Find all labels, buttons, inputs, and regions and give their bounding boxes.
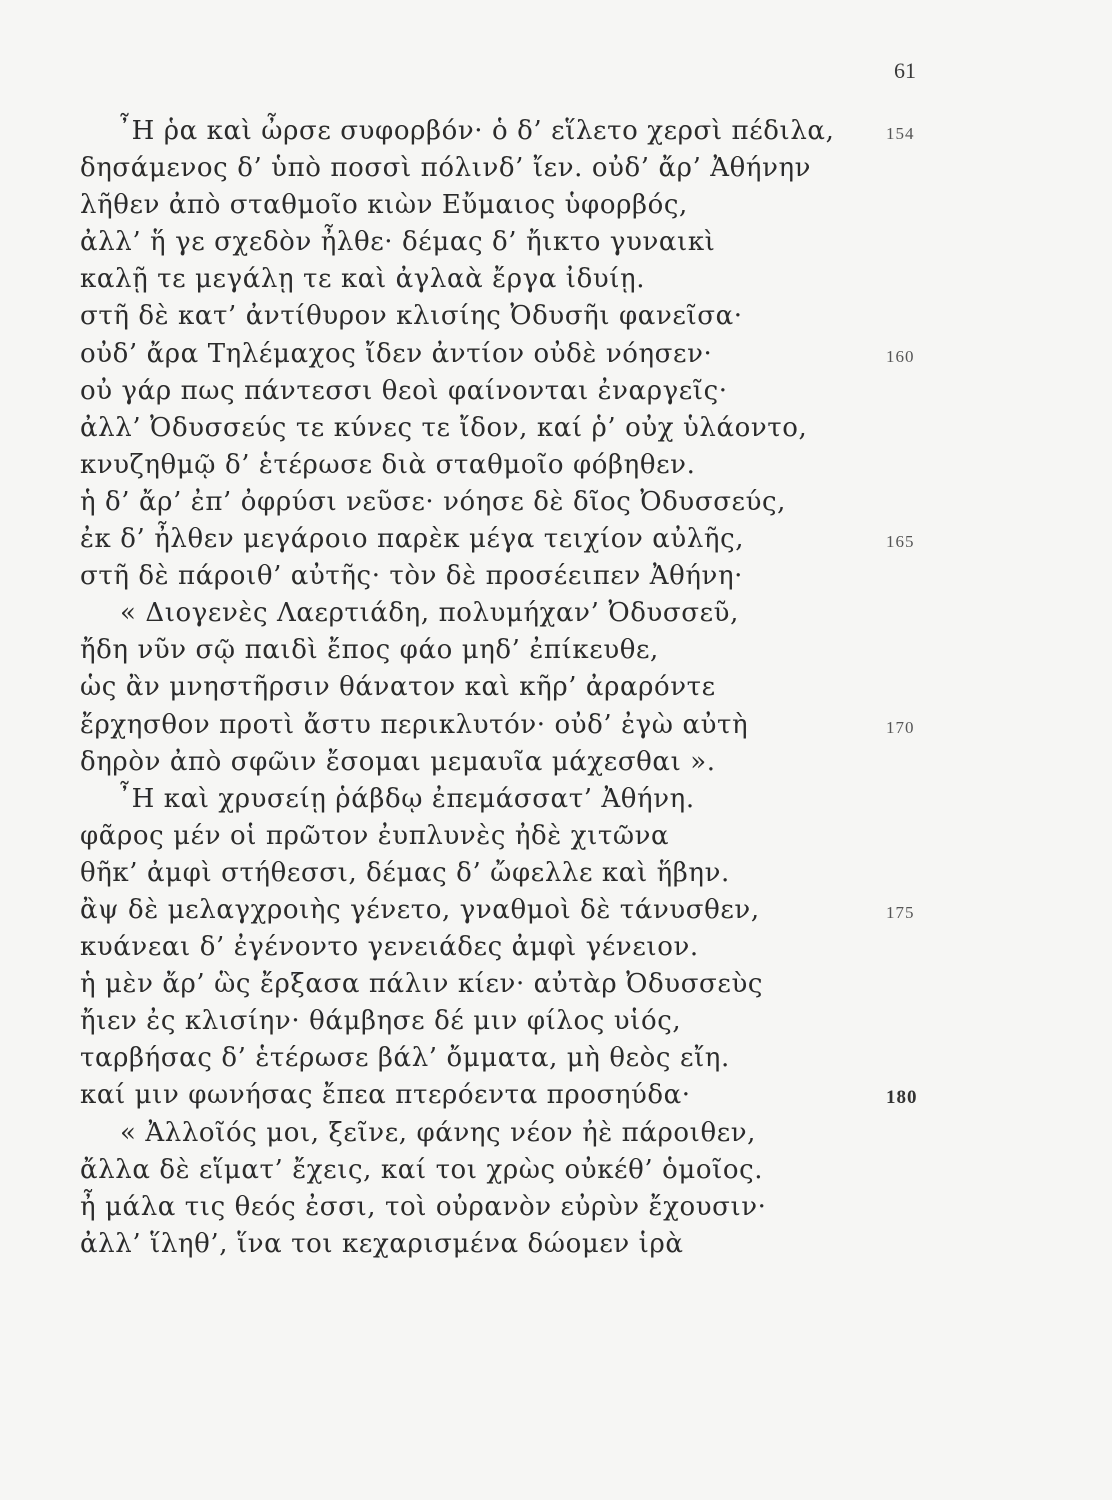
verse-text: ἐκ δ’ ἦλθεν μεγάροιο παρὲκ μέγα τειχίον αὐλῆς,: [80, 524, 745, 555]
verse-line: [80, 1077, 940, 1114]
verse-line: [80, 855, 940, 892]
verse-line: [80, 1152, 940, 1189]
verse-line: [80, 298, 940, 335]
verse-line: [80, 224, 940, 261]
verse-text: ἤιεν ἐς κλισίην· θάμβησε δέ μιν φίλος υἱός,: [80, 1006, 682, 1037]
verse-line: [80, 669, 940, 706]
verse-line: [80, 595, 940, 632]
verse-text: κυάνεαι δ’ ἐγένοντο γενειάδες ἀμφὶ γένειον.: [80, 932, 699, 963]
verse-text: ἄλλα δὲ εἵματ’ ἔχεις, καί τοι χρὼς οὐκέθ’ ὁμοῖος.: [80, 1154, 764, 1185]
line-number: 165: [886, 532, 915, 552]
verse-text: ἡ μὲν ἄρ’ ὣς ἔρξασα πάλιν κίεν· αὐτὰρ Ὀδυσσεὺς: [80, 969, 764, 1000]
verse-line: [80, 336, 940, 373]
verse-line: [80, 966, 940, 1003]
line-number: 170: [886, 717, 915, 737]
verse-text: ἀλλ’ ἵληθ’, ἵνα τοι κεχαρισμένα δώομεν ἱρὰ: [80, 1228, 684, 1259]
verse-line: [80, 818, 940, 855]
verse-line: [80, 1040, 940, 1077]
verse-text: ῏Η καὶ χρυσείῃ ῥάβδῳ ἐπεμάσσατ’ Ἀθήνη.: [118, 783, 695, 814]
verse-line: [80, 929, 940, 966]
verse-line: [80, 410, 940, 447]
verse-text: δησάμενος δ’ ὑπὸ ποσσὶ πόλινδ’ ἴεν. οὐδ’ ἄρ’ Ἀθήνην: [80, 153, 812, 184]
page-number: 61: [894, 58, 916, 83]
verse-line: [80, 1226, 940, 1263]
verse-line: [80, 1003, 940, 1040]
verse-text: « Διογενὲς Λαερτιάδη, πολυμήχαν’ Ὀδυσσεῦ,: [120, 598, 739, 629]
verse-text: ἤδη νῦν σῷ παιδὶ ἔπος φάο μηδ’ ἐπίκευθε,: [80, 635, 659, 666]
line-number: 180: [886, 1087, 918, 1109]
verse-text: ταρβήσας δ’ ἑτέρωσε βάλ’ ὄμματα, μὴ θεὸς εἴη.: [80, 1043, 730, 1074]
poem-text: [80, 113, 940, 1263]
verse-text: κνυζηθμῷ δ’ ἑτέρωσε διὰ σταθμοῖο φόβηθεν.: [80, 449, 696, 480]
verse-text: φᾶρος μέν οἱ πρῶτον ἐυπλυνὲς ἠδὲ χιτῶνα: [80, 820, 670, 851]
verse-text: λῆθεν ἀπὸ σταθμοῖο κιὼν Εὔμαιος ὑφορβός,: [80, 190, 688, 221]
verse-line: [80, 150, 940, 187]
verse-line: [80, 558, 940, 595]
verse-text: ἦ μάλα τις θεός ἐσσι, τοὶ οὐρανὸν εὐρὺν ἔχουσιν·: [80, 1191, 767, 1222]
verse-text: « Ἀλλοῖός μοι, ξεῖνε, φάνης νέον ἠὲ πάροιθεν,: [120, 1117, 757, 1148]
verse-line: [80, 447, 940, 484]
line-number: 160: [886, 346, 915, 366]
verse-line: [80, 484, 940, 521]
verse-line: [80, 261, 940, 298]
verse-line: [80, 187, 940, 224]
verse-text: ἂψ δὲ μελαγχροιὴς γένετο, γναθμοὶ δὲ τάνυσθεν,: [80, 894, 760, 925]
verse-line: [80, 781, 940, 818]
verse-text: ἀλλ’ Ὀδυσσεύς τε κύνες τε ἴδον, καί ῥ’ οὐχ ὑλάοντο,: [80, 412, 808, 443]
verse-text: ἔρχησθον προτὶ ἄστυ περικλυτόν· οὐδ’ ἐγὼ αὐτὴ: [80, 709, 749, 740]
verse-text: οὐ γάρ πως πάντεσσι θεοὶ φαίνονται ἐναργεῖς·: [80, 375, 728, 406]
verse-text: ἀλλ’ ἥ γε σχεδὸν ἦλθε· δέμας δ’ ἤικτο γυναικὶ: [80, 227, 716, 258]
verse-line: [80, 892, 940, 929]
verse-text: ἡ δ’ ἄρ’ ἐπ’ ὀφρύσι νεῦσε· νόησε δὲ δῖος Ὀδυσσεύς,: [80, 486, 787, 517]
line-number: 175: [886, 902, 915, 922]
verse-line: [80, 113, 940, 150]
verse-line: [80, 632, 940, 669]
line-number: 154: [886, 124, 915, 143]
verse-text: στῆ δὲ πάροιθ’ αὐτῆς· τὸν δὲ προσέειπεν Ἀθήνη·: [80, 561, 743, 592]
verse-text: καί μιν φωνήσας ἔπεα πτερόεντα προσηύδα·: [80, 1080, 691, 1111]
verse-line: [80, 707, 940, 744]
verse-line: [80, 1189, 940, 1226]
verse-text: οὐδ’ ἄρα Τηλέμαχος ἴδεν ἀντίον οὐδὲ νόησεν·: [80, 338, 713, 369]
verse-text: στῆ δὲ κατ’ ἀντίθυρον κλισίης Ὀδυσῆι φανεῖσα·: [80, 301, 743, 332]
verse-line: [80, 521, 940, 558]
verse-text: ῏Η ῥα καὶ ὦρσε συφορβόν· ὁ δ’ εἵλετο χερσὶ πέδιλα,: [118, 116, 835, 146]
verse-line: [80, 744, 940, 781]
verse-text: θῆκ’ ἀμφὶ στήθεσσι, δέμας δ’ ὤφελλε καὶ ἥβην.: [80, 857, 730, 888]
verse-text: καλῇ τε μεγάλῃ τε καὶ ἀγλαὰ ἔργα ἰδυίῃ.: [80, 264, 646, 295]
verse-line: [80, 1115, 940, 1152]
verse-text: δηρὸν ἀπὸ σφῶιν ἔσομαι μεμαυῖα μάχεσθαι ».: [80, 746, 716, 777]
verse-text: ὡς ἂν μνηστῆρσιν θάνατον καὶ κῆρ’ ἀραρόντε: [80, 672, 716, 703]
verse-line: [80, 373, 940, 410]
